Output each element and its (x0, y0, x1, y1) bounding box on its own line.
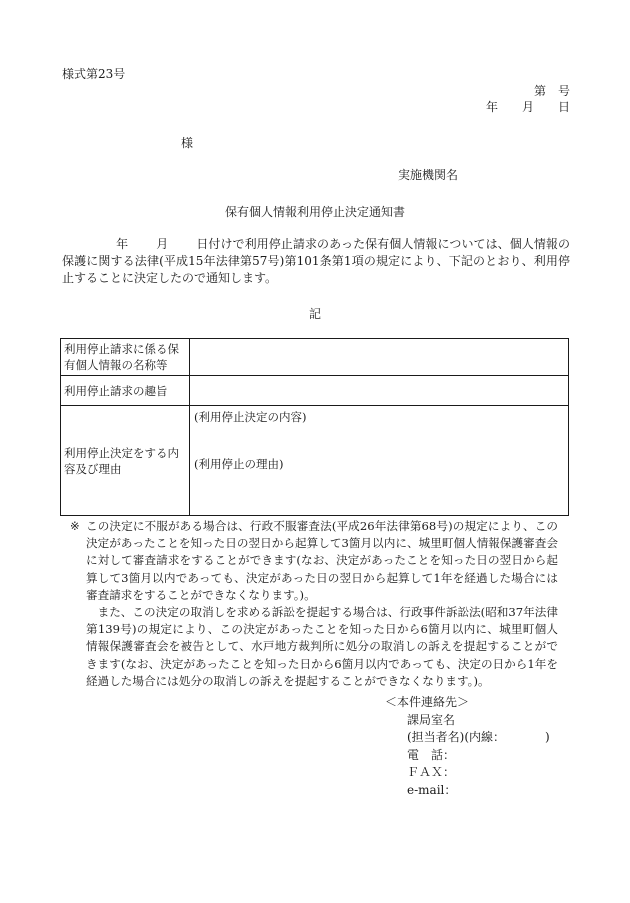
form-number: 様式第23号 (62, 67, 126, 81)
decision-field (190, 406, 569, 516)
contact-fax: ＦＡＸ： (407, 765, 456, 780)
table-row (61, 376, 569, 406)
contact-section: 課局室名 (407, 712, 456, 727)
contact-person-close: ) (545, 730, 550, 745)
addressee-honorific: 様 (181, 136, 194, 150)
date-year-label: 年 (116, 237, 129, 251)
request-purpose-field (190, 376, 569, 406)
contact-person-line (385, 729, 550, 747)
table-row (61, 339, 569, 376)
note-paragraph-lawsuit: また、この決定の取消しを求める訴訟を提起する場合は、行政事件訴訟法(昭和37年法律第139号)の規定により、この決定があったことを知った日から6箇月以内に、城里町個人情報保護審査会を被告として、水戸地方裁判所に処分の取消しの訴えを提起することができます(なお、決定があったことを知った日から6箇月以内であっても、決定の日から1年を経過した場合には処分の取消しの訴えを提起することができなくなります。)。 (86, 605, 558, 688)
contact-block (385, 694, 550, 800)
issuing-agency: 実施機関名 (398, 168, 459, 182)
contact-heading: ＜本件連絡先＞ (385, 695, 470, 709)
appeal-note (70, 518, 558, 690)
document-date: 年 月 日 (485, 100, 570, 114)
ki-marker: 記 (308, 307, 321, 321)
contact-email: e-mail： (407, 782, 457, 797)
decision-content-label: (利用停止決定の内容) (194, 410, 307, 424)
row-label-request-purpose: 利用停止請求の趣旨 (61, 376, 190, 406)
note-mark: ※ (70, 519, 80, 533)
table-row (61, 406, 569, 516)
contact-phone: 電 話： (407, 747, 456, 762)
row-label-decision: 利用停止決定をする内容及び理由 (61, 406, 190, 516)
document-number: 第 号 (533, 84, 570, 98)
body-paragraph (62, 236, 570, 287)
decision-table (60, 338, 569, 516)
document-title: 保有個人情報利用停止決定通知書 (224, 205, 405, 219)
body-text: 日付けで利用停止請求のあった保有個人情報については、個人情報の保護に関する法律(平成15年法律第57号)第101条第1項の規定により、下記のとおり、利用停止することに決定したので通知します。 (62, 237, 570, 285)
note-paragraph-review: この決定に不服がある場合は、行政不服審査法(平成26年法律第68号)の規定により、この決定があったことを知った日の翌日から起算して3箇月以内に、城里町個人情報保護審査会に対して審査請求をすることができます(なお、決定があったことを知った日の翌日から起算して3箇月以内であっても、決定があった日の翌日から起算して1年を経過した場合には審査請求をすることができなくなります。)。 (86, 519, 558, 602)
info-name-field (190, 339, 569, 376)
decision-reason-label: (利用停止の理由) (194, 457, 284, 471)
contact-person: (担当者名)(内線： (407, 730, 506, 745)
row-label-info-name: 利用停止請求に係る保有個人情報の名称等 (61, 339, 190, 376)
date-month-label: 月 (156, 237, 169, 251)
